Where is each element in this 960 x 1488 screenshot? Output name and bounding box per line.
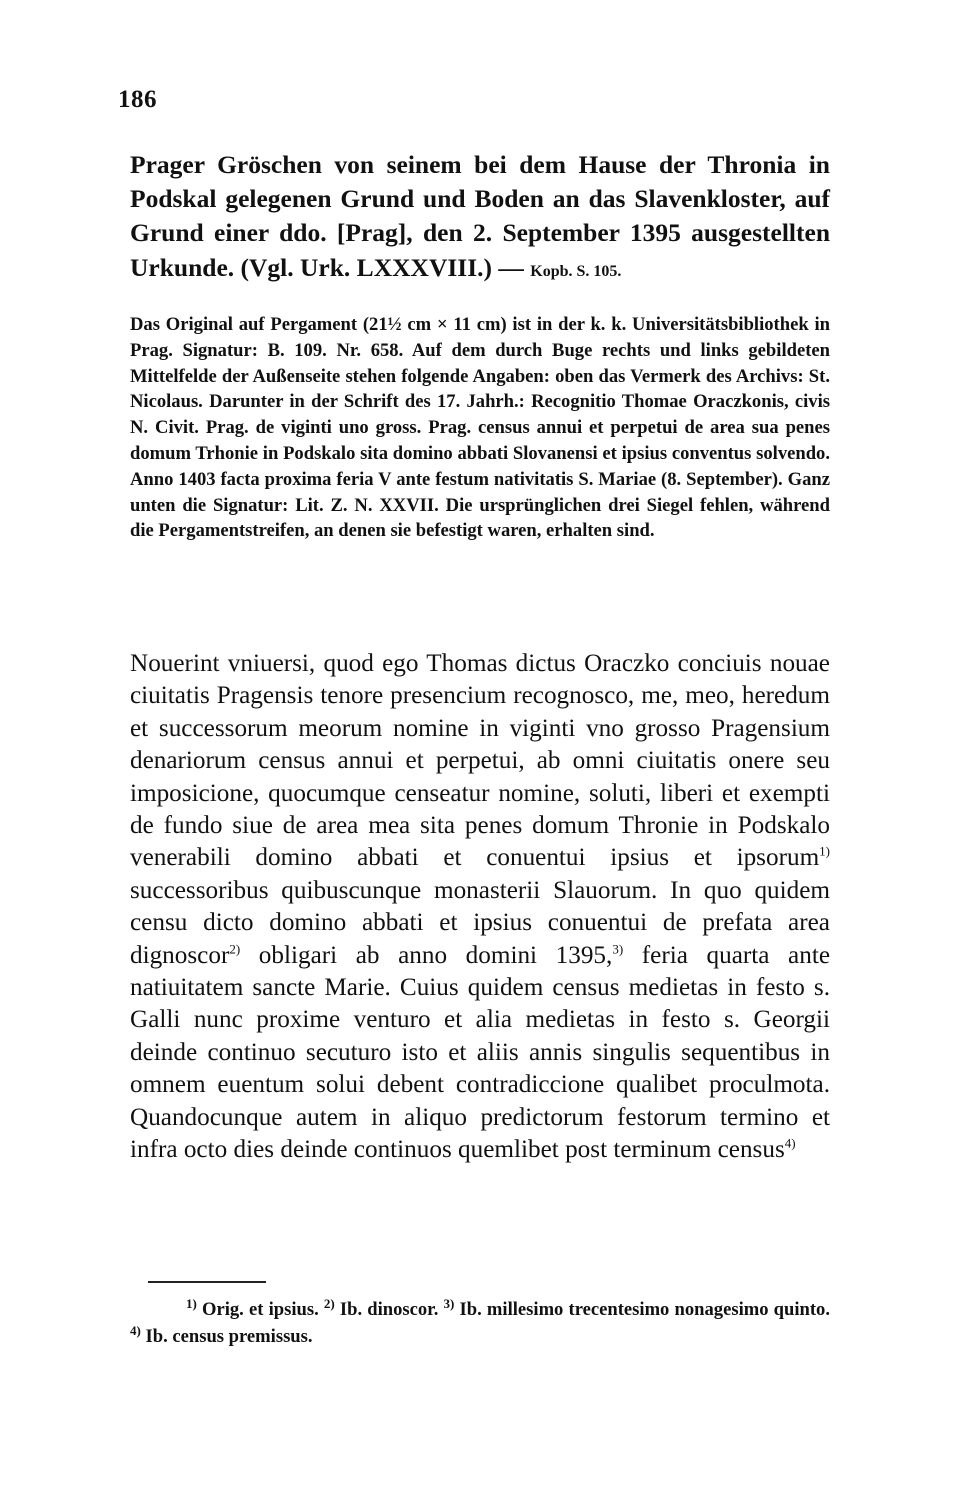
footnote-text-4: Ib. census premissus. [140,1326,313,1347]
regest-heading [130,148,830,289]
footnote-ref-2: 2) [229,941,241,957]
page-number: 186 [118,86,157,113]
charter-text [130,648,830,1167]
footnote-marker-2: 2) [323,1295,335,1311]
footnote-marker-1: 1) [186,1295,197,1311]
charter-text-part-1: Nouerint vniuersi, quod ego Thomas dictus Oraczko conciuis nouae ciuitatis Pragensis tenore presencium recognosco, me, meo, heredum et successorum meorum nomine in viginti vno grosso Pragensium denariorum census annui et perpetui, ab omni ciuitatis onere seu imposicione, quocumque censeatur nomine, soluti, liberi et exempti de fundo siue de area mea sita penes domum Thronie in Podskalo venerabili domino abbati et conuentui ipsius et ipsorum [130,650,830,872]
document-description [130,312,830,544]
footnotes [130,1296,830,1350]
footnote-text-3: Ib. millesimo trecentesimo nonagesimo quinto. [454,1299,831,1320]
regest-text: Prager Gröschen von seinem bei dem Hause der Thronia in Podskal gelegenen Grund und Boden an das Slavenkloster, auf Grund einer ddo. [Prag], den 2. September 1395 ausgestellten Urkunde. (Vgl. Urk. LXXXVIII.) — [130,150,830,282]
footnote-ref-3: 3) [612,941,624,957]
charter-text-part-3: obligari ab anno domini 1395, [240,941,613,969]
footnote-text-1: Orig. et ipsius. [196,1299,324,1320]
footnote-divider [148,1281,266,1283]
footnote-list [130,1296,830,1350]
footnote-marker-4: 4) [130,1322,141,1338]
regest-reference: Kopb. S. 105. [530,262,622,280]
charter-text-part-2: successoribus quibuscunque monasterii Slauorum. In quo quidem censu dicto domino abbati et ipsius conuentui de prefata area dignoscor [130,876,830,969]
description-text: Das Original auf Pergament (21½ cm × 11 cm) ist in der k. k. Universitätsbibliothek in Prag. Signatur: B. 109. Nr. 658. Auf dem durch Buge rechts und links gebildeten Mittelfelde der Außenseite stehen folgende Angaben: oben das Vermerk des Archivs: St. Nicolaus. Darunter in der Schrift des 17. Jahrh.: Recognitio Thomae Oraczkonis, civis N. Civit. Prag. de viginti uno gross. Prag. census annui et perpetui de area sua penes domum Trhonie in Podskalo sita domino abbati Slovanensi et ipsius conventus solvendo. Anno 1403 facta proxima feria V ante festum nativitatis S. Mariae (8. September). Ganz unten die Signatur: Lit. Z. N. XXVII. Die ursprünglichen drei Siegel fehlen, während die Pergamentstreifen, an denen sie befestigt waren, erhalten sind. [130,314,830,542]
charter-paragraph [130,648,830,1167]
charter-text-part-4: feria quarta ante natiuitatem sancte Marie. Cuius quidem census medietas in festo s. Galli nunc proxime venturo et alia medietas in festo s. Georgii deinde continuo secuturo isto et aliis annis singulis sequentibus in omnem euentum solui debent contradiccione qualibet proculmota. Quandocunque autem in aliquo predictorum festorum termino et infra octo dies deinde continuos quemlibet post terminum census [130,941,830,1164]
footnote-ref-4: 4) [784,1135,796,1151]
footnote-ref-1: 1) [819,844,830,860]
footnote-marker-3: 3) [443,1295,455,1311]
footnote-text-2: Ib. dinoscor. [334,1299,444,1320]
